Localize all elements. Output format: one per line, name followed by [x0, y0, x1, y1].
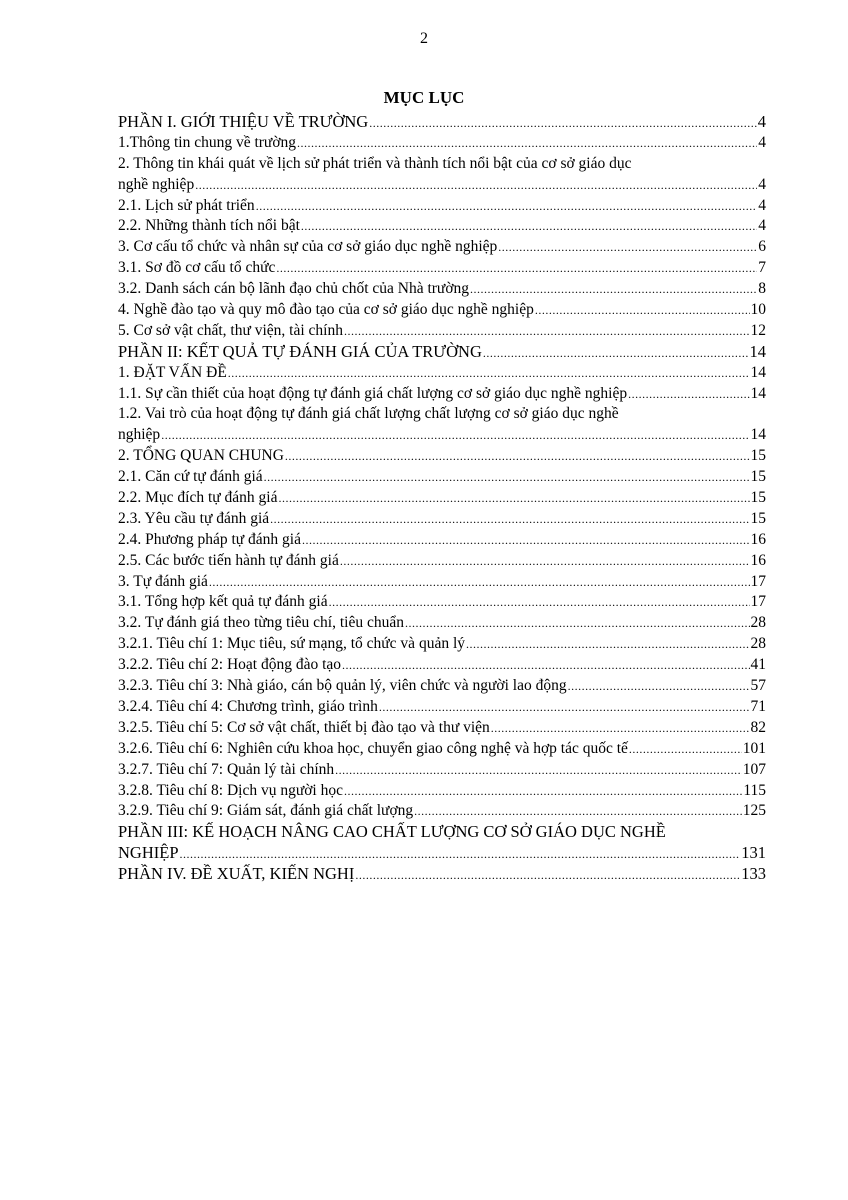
- toc-entry-page: 133: [741, 864, 766, 884]
- toc-entry-label: NGHIỆP: [118, 843, 179, 863]
- page-number: 2: [420, 30, 428, 47]
- toc-entry-label: 2.2. Những thành tích nổi bật: [118, 217, 300, 235]
- toc-entry[interactable]: [118, 718, 766, 739]
- toc-entry-label: 2. TỔNG QUAN CHUNG: [118, 447, 284, 465]
- dot-leader: [329, 592, 750, 613]
- toc-entry[interactable]: [118, 697, 766, 718]
- toc-entry-page: 15: [750, 447, 766, 465]
- toc-entry[interactable]: [118, 781, 766, 802]
- toc-entry-label: 3.1. Tổng hợp kết quả tự đánh giá: [118, 593, 328, 611]
- toc-entry-page: 15: [750, 509, 766, 527]
- toc-entry-label: 1.Thông tin chung về trường: [118, 133, 297, 151]
- toc-entry-page: 16: [750, 551, 766, 569]
- toc-entry-label: 3.2. Tự đánh giá theo từng tiêu chí, tiêu chuẩn: [118, 614, 404, 632]
- toc-entry[interactable]: [118, 634, 766, 655]
- toc-entry-page: 101: [742, 739, 766, 757]
- toc-entry-page: 15: [750, 489, 766, 507]
- toc-entry-page: 8: [758, 280, 766, 298]
- toc-entry-label: 3.2.9. Tiêu chí 9: Giám sát, đánh giá chất lượng: [118, 802, 414, 820]
- toc-entry-label: 3.2.3. Tiêu chí 3: Nhà giáo, cán bộ quản lý, viên chức và người lao động: [118, 677, 567, 695]
- dot-leader: [209, 572, 750, 593]
- dot-leader: [279, 488, 750, 509]
- toc-entry-page: 28: [750, 614, 766, 632]
- dot-leader: [466, 634, 749, 655]
- dot-leader: [414, 801, 742, 822]
- toc-entry[interactable]: [118, 237, 766, 258]
- toc-entry-page: 14: [750, 426, 766, 444]
- toc-entry-page: 28: [750, 635, 766, 653]
- dot-leader: [535, 300, 750, 321]
- dot-leader: [498, 237, 757, 258]
- toc-entry-label: 3.2.7. Tiêu chí 7: Quản lý tài chính: [118, 760, 335, 778]
- toc-entry-label: 2.3. Yêu cầu tự đánh giá: [118, 509, 270, 527]
- toc-entry-label: 2.5. Các bước tiến hành tự đánh giá: [118, 551, 339, 569]
- toc-entry-label-line1: 1.2. Vai trò của hoạt động tự đánh giá chất lượng chất lượng cơ sở giáo dục nghề: [118, 405, 619, 423]
- toc-entry[interactable]: [118, 300, 766, 321]
- toc-entry[interactable]: [118, 760, 766, 781]
- toc-entry-page: 4: [757, 112, 766, 131]
- toc-entry[interactable]: [118, 488, 766, 509]
- toc-entry-page: 14: [750, 363, 766, 381]
- toc-entry-label: 3. Cơ cấu tổ chức và nhân sự của cơ sở giáo dục nghề nghiệp: [118, 238, 498, 256]
- toc-entry-page: 14: [749, 341, 766, 361]
- dot-leader: [297, 133, 757, 154]
- dot-leader: [355, 865, 740, 886]
- toc-entry[interactable]: [118, 551, 766, 572]
- toc-entry[interactable]: [118, 676, 766, 697]
- toc-entry-label: 3. Tự đánh giá: [118, 572, 208, 590]
- toc-entry-page: 57: [750, 677, 766, 695]
- toc-entry-page: 131: [741, 843, 766, 863]
- toc-entry-label: 1. ĐẶT VẤN ĐỀ: [118, 363, 227, 381]
- dot-leader: [369, 113, 757, 134]
- toc-title: MỤC LỤC: [383, 88, 465, 107]
- dot-leader: [628, 384, 749, 405]
- toc-entry[interactable]: [118, 363, 766, 384]
- toc-entry[interactable]: [118, 216, 766, 237]
- dot-leader: [195, 175, 757, 196]
- dot-leader: [285, 446, 750, 467]
- toc-entry[interactable]: [118, 258, 766, 279]
- toc-entry-label: PHẦN I. GIỚI THIỆU VỀ TRƯỜNG: [118, 112, 369, 131]
- dot-leader: [180, 844, 741, 865]
- toc-entry-label-line1: PHẦN III: KẾ HOẠCH NÂNG CAO CHẤT LƯỢNG CƠ SỞ GIÁO DỤC NGHỀ: [118, 822, 666, 842]
- toc-entry[interactable]: [118, 112, 766, 133]
- dot-leader: [301, 216, 757, 237]
- dot-leader: [342, 655, 749, 676]
- dot-leader: [629, 739, 742, 760]
- toc-entry[interactable]: [118, 425, 766, 446]
- toc-entry[interactable]: [118, 175, 766, 196]
- dot-leader: [270, 509, 749, 530]
- toc-entry[interactable]: [118, 655, 766, 676]
- toc-entry-page: 10: [750, 301, 766, 319]
- dot-leader: [379, 697, 750, 718]
- toc-entry[interactable]: [118, 572, 766, 593]
- toc-entry-label: PHẦN II: KẾT QUẢ TỰ ĐÁNH GIÁ CỦA TRƯỜNG: [118, 341, 482, 361]
- toc-entry[interactable]: [118, 384, 766, 405]
- toc-entry-page: 16: [750, 530, 766, 548]
- toc-entry-label: PHẦN IV. ĐỀ XUẤT, KIẾN NGHỊ: [118, 864, 355, 884]
- toc-entry-page: 17: [750, 593, 766, 611]
- dot-leader: [264, 467, 750, 488]
- toc-entry-page: 125: [742, 802, 766, 820]
- toc-entry[interactable]: [118, 342, 766, 363]
- toc-entry-label: 3.2.6. Tiêu chí 6: Nghiên cứu khoa học, chuyển giao công nghệ và hợp tác quốc tế: [118, 739, 628, 757]
- toc-entry-page: 115: [743, 781, 766, 799]
- dot-leader: [335, 760, 742, 781]
- toc-entry-label: 3.2. Danh sách cán bộ lãnh đạo chủ chốt của Nhà trường: [118, 280, 470, 298]
- dot-leader: [228, 363, 750, 384]
- dot-leader: [344, 781, 742, 802]
- toc-entry[interactable]: [118, 864, 766, 885]
- dot-leader: [491, 718, 750, 739]
- toc-entry-label: 2.4. Phương pháp tự đánh giá: [118, 530, 301, 548]
- toc-entry-page: 82: [750, 718, 766, 736]
- toc-entry-page: 15: [750, 468, 766, 486]
- dot-leader: [340, 551, 750, 572]
- dot-leader: [161, 425, 749, 446]
- dot-leader: [276, 258, 757, 279]
- toc-entry-label: nghề nghiệp: [118, 175, 195, 193]
- toc-entry-label: 2.2. Mục đích tự đánh giá: [118, 489, 278, 507]
- dot-leader: [568, 676, 750, 697]
- toc-entry[interactable]: [118, 739, 766, 760]
- toc-entry-page: 17: [750, 572, 766, 590]
- toc-entry-page: 4: [758, 175, 766, 193]
- toc-entry-page: 71: [750, 697, 766, 715]
- toc-entry-page: 4: [758, 133, 766, 151]
- toc-entry-label: 3.2.2. Tiêu chí 2: Hoạt động đào tạo: [118, 656, 342, 674]
- dot-leader: [256, 196, 758, 217]
- toc-entry[interactable]: [118, 467, 766, 488]
- toc-entry[interactable]: [118, 843, 766, 864]
- dot-leader: [483, 343, 749, 364]
- toc-entry[interactable]: [118, 592, 766, 613]
- toc-entry-label: nghiệp: [118, 426, 161, 444]
- toc-entry[interactable]: [118, 801, 766, 822]
- toc-entry-page: 7: [758, 259, 766, 277]
- toc-entry-label: 3.2.5. Tiêu chí 5: Cơ sở vật chất, thiết bị đào tạo và thư viện: [118, 718, 490, 736]
- toc-entry[interactable]: [118, 509, 766, 530]
- table-of-contents: [118, 112, 766, 885]
- toc-entry[interactable]: [118, 279, 766, 300]
- toc-entry-label: 3.2.4. Tiêu chí 4: Chương trình, giáo trình: [118, 697, 378, 715]
- toc-entry[interactable]: [118, 321, 766, 342]
- toc-entry-label-line1: 2. Thông tin khái quát về lịch sử phát triển và thành tích nổi bật của cơ sở giáo dục: [118, 154, 632, 172]
- toc-entry-label: 3.2.1. Tiêu chí 1: Mục tiêu, sứ mạng, tổ chức và quản lý: [118, 635, 466, 653]
- dot-leader: [470, 279, 757, 300]
- toc-entry-page: 14: [750, 384, 766, 402]
- toc-entry-page: 41: [750, 656, 766, 674]
- toc-entry-page: 4: [758, 217, 766, 235]
- toc-entry-page: 12: [750, 321, 766, 339]
- toc-entry-label: 1.1. Sự cần thiết của hoạt động tự đánh giá chất lượng cơ sở giáo dục nghề nghiệp: [118, 384, 628, 402]
- toc-entry-label: 5. Cơ sở vật chất, thư viện, tài chính: [118, 321, 343, 339]
- toc-entry[interactable]: [118, 133, 766, 154]
- toc-entry-label: 2.1. Lịch sử phát triển: [118, 196, 255, 214]
- toc-entry[interactable]: [118, 196, 766, 217]
- toc-entry[interactable]: [118, 613, 766, 634]
- toc-entry-label: 2.1. Căn cứ tự đánh giá: [118, 468, 263, 486]
- toc-entry-label: 4. Nghề đào tạo và quy mô đào tạo của cơ sở giáo dục nghề nghiệp: [118, 301, 534, 319]
- dot-leader: [344, 321, 750, 342]
- toc-entry-page: 4: [758, 196, 766, 214]
- toc-entry[interactable]: [118, 446, 766, 467]
- dot-leader: [302, 530, 750, 551]
- toc-entry-page: 107: [742, 760, 766, 778]
- toc-entry-label: 3.2.8. Tiêu chí 8: Dịch vụ người học: [118, 781, 343, 799]
- toc-entry[interactable]: [118, 530, 766, 551]
- dot-leader: [405, 613, 750, 634]
- toc-entry-page: 6: [758, 238, 766, 256]
- toc-entry-label: 3.1. Sơ đồ cơ cấu tổ chức: [118, 259, 276, 277]
